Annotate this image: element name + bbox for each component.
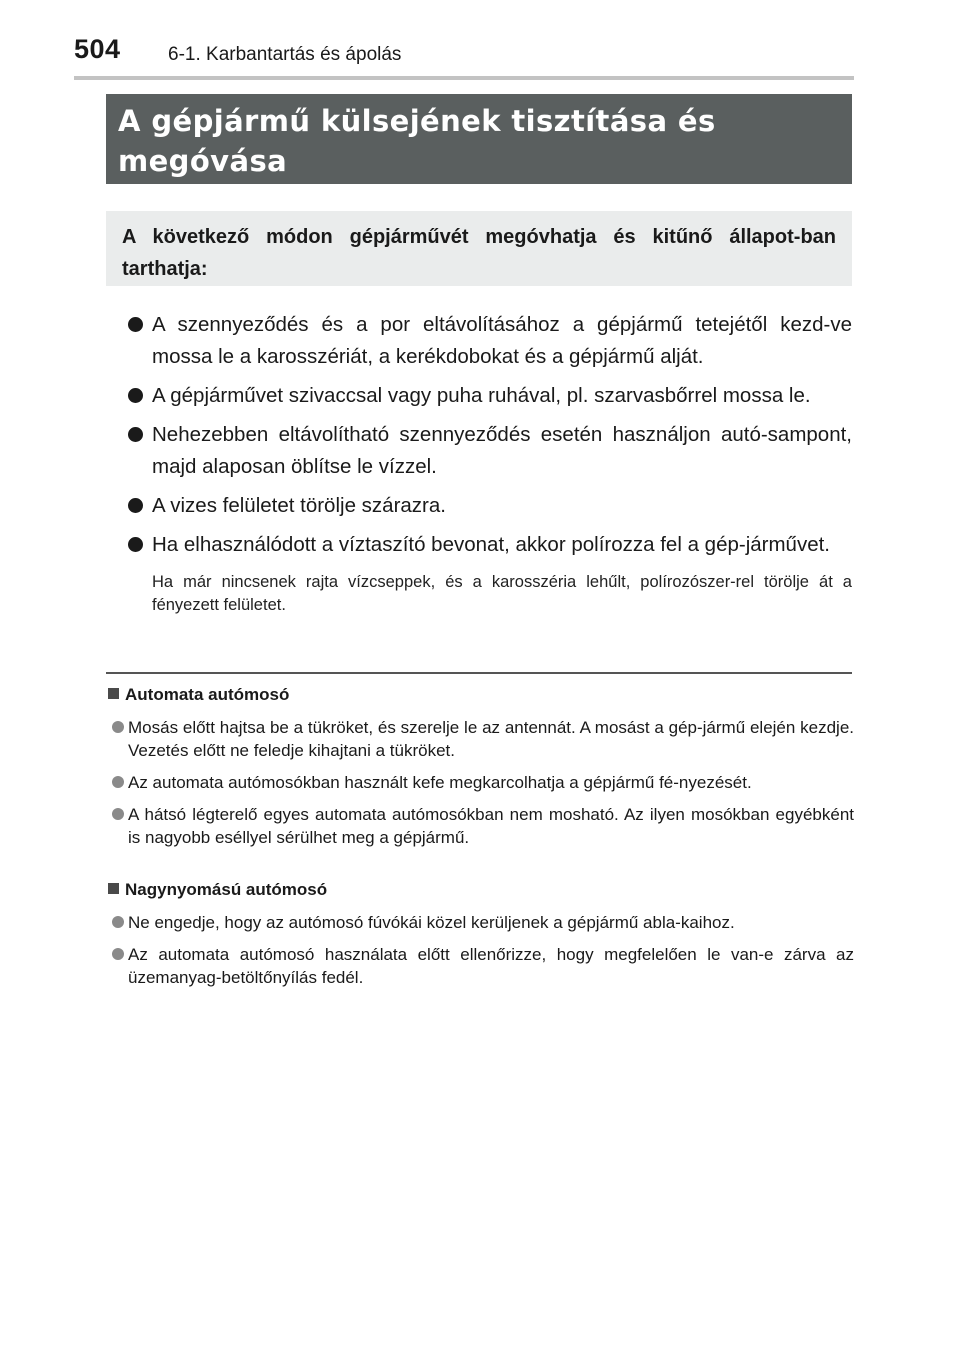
list-item [128,529,852,561]
section-divider [106,672,852,674]
title-line-2: megóvása [118,144,288,178]
list-item-text: A gépjárművet szivaccsal vagy puha ruhával, pl. szarvasbőrrel mossa le. [152,384,811,407]
page-number: 504 [74,34,121,64]
bullet-icon [112,808,124,820]
polish-note: Ha már nincsenek rajta vízcseppek, és a karosszéria lehűlt, polírozószer-rel törölje át a fényezett felületet. [152,573,852,614]
list-item-text: Az automata autómosókban használt kefe megkarcolhatja a gépjármű fé-nyezését. [128,773,752,792]
section-label: 6-1. Karbantartás és ápolás [168,44,402,65]
bullet-icon [128,498,143,513]
list-item-text: A vizes felületet törölje szárazra. [152,494,446,517]
list-item [128,309,852,373]
section-automatic-car-wash [108,683,854,849]
title-line-1: A gépjármű külsejének tisztítása és [118,104,716,138]
list-item [108,943,854,989]
bullet-icon [128,388,143,403]
list-item-text: Nehezebben eltávolítható szennyeződés esetén használjon autó-sampont, majd alaposan öblítse le vízzel. [152,423,852,478]
intro-box [106,211,852,286]
list-item-text: Ne engedje, hogy az autómosó fúvókái közel kerüljenek a gépjármű abla-kaihoz. [128,913,735,932]
list-item-text: Az automata autómosó használata előtt ellenőrizze, hogy megfelelően le van-e zárva az üzemanyag-betöltőnyílás fedél. [128,945,854,987]
header-divider [74,76,854,80]
list-item [128,490,852,522]
list-item [108,911,854,934]
section-heading [108,878,854,902]
intro-text: A következő módon gépjárművét megóvhatja és kitűnő állapot-ban tarthatja: [122,226,836,280]
list-item [108,771,854,794]
bullet-icon [128,317,143,332]
list-item-text: Mosás előtt hajtsa be a tükröket, és szerelje le az antennát. A mosást a gép-jármű elején kezdje. Vezetés előtt ne feledje kihajtani a tükröket. [128,718,854,760]
bullet-icon [128,537,143,552]
list-item [108,716,854,762]
square-bullet-icon [108,883,119,894]
list-item-text: A hátsó légterelő egyes automata autómosókban nem mosható. Az ilyen mosókban egyébként is nagyobb eséllyel sérülhet meg a gépjármű. [128,805,854,847]
page-header [74,34,854,74]
list-item [128,380,852,412]
section-heading [108,683,854,707]
list-item [108,803,854,849]
bullet-icon [112,916,124,928]
section-high-pressure-car-wash [108,878,854,989]
main-bullet-list [128,309,852,617]
bullet-icon [112,721,124,733]
bullet-icon [112,776,124,788]
square-bullet-icon [108,688,119,699]
bullet-icon [128,427,143,442]
list-item-text: A szennyeződés és a por eltávolításához a gépjármű tetejétől kezd-ve mossa le a karosszériát, a kerékdobokat és a gépjármű alját. [152,313,852,368]
section-heading-text: Nagynyomású autómosó [125,880,328,899]
page-title [106,94,852,184]
list-item-text: Ha elhasználódott a víztaszító bevonat, akkor polírozza fel a gép-járművet. [152,533,831,556]
section-heading-text: Automata autómosó [125,685,290,704]
bullet-icon [112,948,124,960]
list-item [128,419,852,483]
